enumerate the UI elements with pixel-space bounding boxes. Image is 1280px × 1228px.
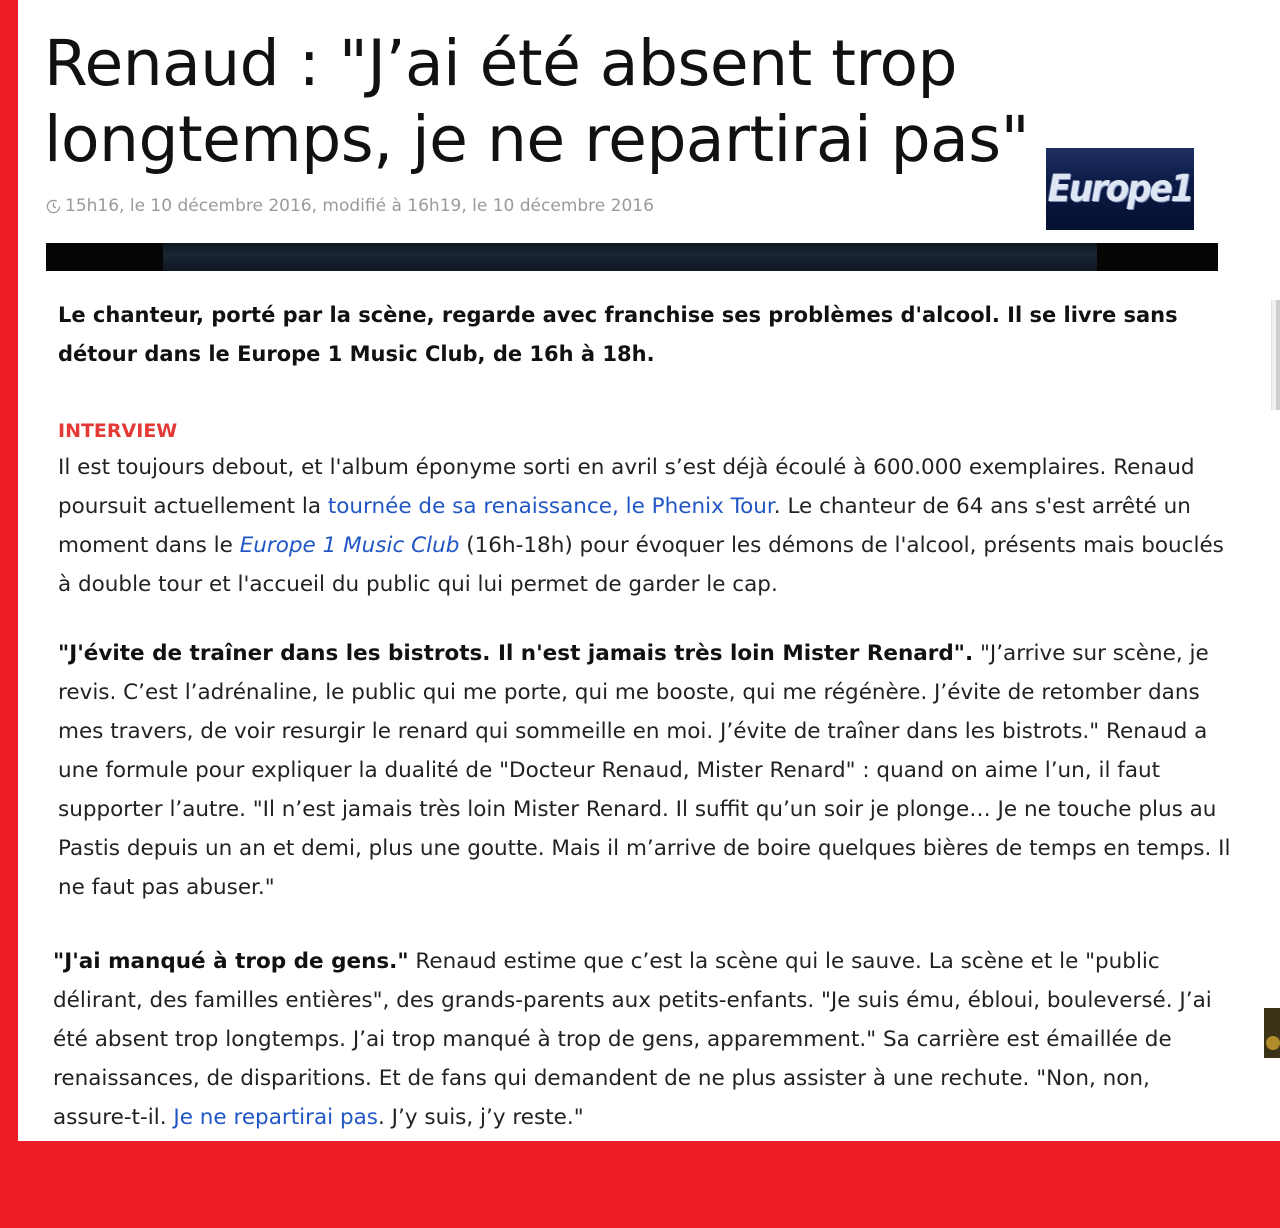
paragraph-3: [53, 942, 1228, 1137]
phenix-tour-link[interactable]: tournée de sa renaissance, le Phenix Tour: [327, 494, 774, 519]
publish-date-text: 15h16, le 10 décembre 2016, modifié à 16h19, le 10 décembre 2016: [65, 196, 654, 216]
p2-heading: "J'évite de traîner dans les bistrots. Il n'est jamais très loin Mister Renard".: [58, 641, 974, 666]
repartirai-link[interactable]: Je ne repartirai pas: [173, 1105, 378, 1130]
europe1-logo: [1046, 148, 1194, 230]
hero-image: [163, 243, 1097, 271]
logo-text: Europe1: [1047, 167, 1193, 211]
article-lead: Le chanteur, porté par la scène, regarde avec franchise ses problèmes d'alcool. Il se livre sans détour dans le Europe 1 Music Club, de 16h à 18h.: [58, 303, 1178, 366]
p3-text-1: Renaud estime que c’est la scène qui le sauve. La scène et le "public délirant, des familles entières", des grands-parents aux petits-enfants. "Je suis ému, ébloui, bouleversé. J’ai été absent trop longtemps. J’ai trop manqué à trop de gens, apparemment." Sa carrière est émaillée de renaissances, de disparitions. Et de fans qui demandent de ne plus assister à une rechute. "Non, non, assure-t-il.: [53, 949, 1212, 1130]
bottom-red-bar: [0, 1141, 1280, 1228]
p2-text: "J’arrive sur scène, je revis. C’est l’adrénaline, le public qui me porte, qui me booste, qui me régénère. J’évite de retomber dans mes travers, de voir resurgir le renard qui sommeille en moi. J’évite de traîner dans les bistrots." Renaud a une formule pour expliquer la dualité de "Docteur Renaud, Mister Renard" : quand on aime l’un, il faut supporter l’autre. "Il n’est jamais très loin Mister Renard. Il suffit qu’un soir je plonge… Je ne touche plus au Pastis depuis un an et demi, plus une goutte. Mais il m’arrive de boire quelques bières de temps en temps. Il ne faut pas abuser.": [58, 641, 1231, 900]
scrollbar-thumb[interactable]: [1276, 300, 1280, 410]
paragraph-1: [58, 448, 1238, 604]
hero-image-strip: [46, 243, 1218, 271]
paragraph-2: [58, 634, 1233, 907]
article-headline: Renaud : "J’ai été absent trop longtemps, je ne repartirai pas": [44, 27, 1030, 176]
article-kicker: INTERVIEW: [58, 420, 178, 442]
p3-heading: "J'ai manqué à trop de gens.": [53, 949, 409, 974]
publish-meta: [46, 196, 654, 216]
music-club-link[interactable]: Europe 1 Music Club: [239, 533, 460, 558]
p3-text-2: . J’y suis, j’y reste.": [377, 1105, 584, 1130]
left-red-bar: [0, 0, 18, 1228]
p1-text-2: . Le chanteur de 64 ans s'est arrêté un moment dans le: [58, 494, 1191, 558]
p1-text-3: (16h-18h) pour évoquer les démons de l'alcool, présents mais bouclés à double tour et l'accueil du public qui lui permet de garder le cap.: [58, 533, 1224, 597]
clock-icon: [46, 199, 61, 214]
p1-text-1: Il est toujours debout, et l'album éponyme sorti en avril s’est déjà écoulé à 600.000 exemplaires. Renaud poursuit actuellement la: [58, 455, 1195, 519]
side-widget-tab[interactable]: [1264, 1008, 1280, 1058]
